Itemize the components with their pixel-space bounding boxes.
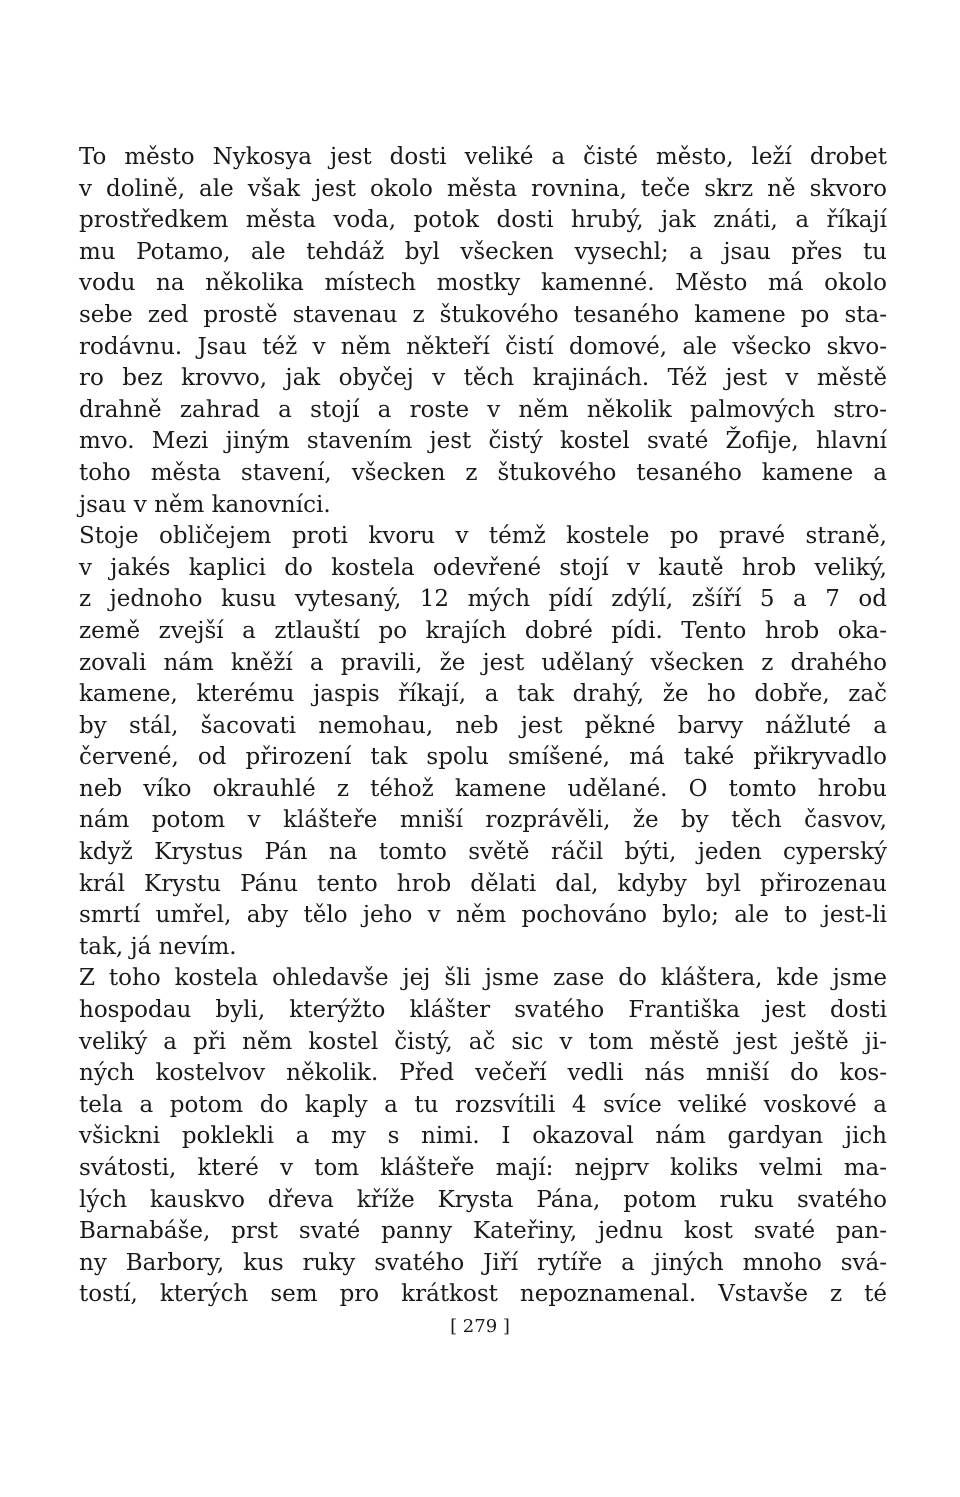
text-line: svátosti, které v tom klášteře mají: nejprv koliks velmi ma- [79,1155,887,1181]
text-line: hospodau byli, kterýžto klášter svatého Františka jest dosti [79,997,887,1024]
text-line: vodu na několika místech mostky kamenné. Město má okolo [79,270,887,297]
paragraph-2 [79,521,887,963]
text-line: tak, já nevím. [79,933,237,960]
text-line: tela a potom do kaply a tu rozsvítili 4 svíce veliké voskové a [79,1091,887,1118]
text-line: Z toho kostela ohledavše jej šli jsme zase do kláštera, kde jsme [79,965,887,992]
paragraph-1 [79,142,887,521]
text-line: nám potom v klášteře mniší rozprávěli, že by těch časvov, [79,807,887,834]
text-line: veliký a při něm kostel čistý, ač sic v tom městě jest ještě ji- [79,1028,887,1055]
text-line: toho města stavení, všecken z štukového tesaného kamene a [79,459,887,486]
text-line: mvo. Mezi jiným stavením jest čistý kostel svaté Žofije, hlavní [79,428,887,455]
text-line: když Krystus Pán na tomto světě ráčil býti, jeden cyperský [79,839,887,866]
text-line: smrtí umřel, aby tělo jeho v něm pochováno bylo; ale to jest-li [79,902,887,929]
text-line: jsau v něm kanovníci. [79,491,331,518]
text-line: země zvejší a ztlauští po krajích dobré pídi. Tento hrob oka- [79,617,887,644]
text-line: prostředkem města voda, potok dosti hrubý, jak znáti, a říkají [79,207,887,234]
text-line: mu Potamo, ale tehdáž byl všecken vysechl; a jsau přes tu [79,238,887,265]
text-line: lých kauskvo dřeva kříže Krysta Pána, potom ruku svatého [79,1186,887,1213]
text-line: v jakés kaplici do kostela odevřené stojí v kautě hrob veliký, [79,554,887,581]
text-line: z jednoho kusu vytesaný, 12 mých pídí zdýlí, zšíří 5 a 7 od [79,586,887,613]
text-line: rodávnu. Jsau též v něm někteří čistí domové, ale všecko skvo- [79,333,887,360]
text-line: sebe zed prostě stavenau z štukového tesaného kamene po sta- [79,301,887,328]
text-line: drahně zahrad a stojí a roste v něm několik palmových stro- [79,396,887,423]
text-line: neb víko okrauhlé z téhož kamene udělané. O tomto hrobu [79,775,887,802]
text-line: král Krystu Pánu tento hrob dělati dal, kdyby byl přirozenau [79,870,887,897]
text-line: Barnabáše, prst svaté panny Kateřiny, jednu kost svaté pan- [79,1218,887,1245]
text-line: všickni poklekli a my s nimi. I okazoval nám gardyan jich [79,1123,887,1150]
text-line: ny Barbory, kus ruky svatého Jiří rytíře a jiných mnoho svá- [79,1249,887,1276]
text-line: v dolině, ale však jest okolo města rovnina, teče skrz ně skvoro [79,175,887,202]
text-line: ných kostelvov několik. Před večeří vedli nás mniší do kos- [79,1060,887,1087]
text-line: tostí, kterých sem pro krátkost nepoznamenal. Vstavše z té [79,1281,887,1308]
text-line: by stál, šacovati nemohau, neb jest pěkné barvy nážluté a [79,712,887,739]
body-text [79,142,887,1311]
page-number: [ 279 ] [450,1316,510,1337]
text-line: kamene, kterému jaspis říkají, a tak drahý, že ho dobře, zač [79,681,887,708]
text-line: červené, od přirození tak spolu smíšené, má také přikryvadlo [79,744,887,771]
paragraph-3 [79,963,887,1311]
text-line: Stoje obličejem proti kvoru v témž kostele po pravé straně, [79,523,887,550]
text-line: To město Nykosya jest dosti veliké a čisté město, leží drobet [79,144,887,170]
text-line: ro bez krovvo, jak obyčej v těch krajinách. Též jest v městě [79,365,887,392]
text-line: zovali nám kněží a pravili, že jest udělaný všecken z drahého [79,649,887,676]
